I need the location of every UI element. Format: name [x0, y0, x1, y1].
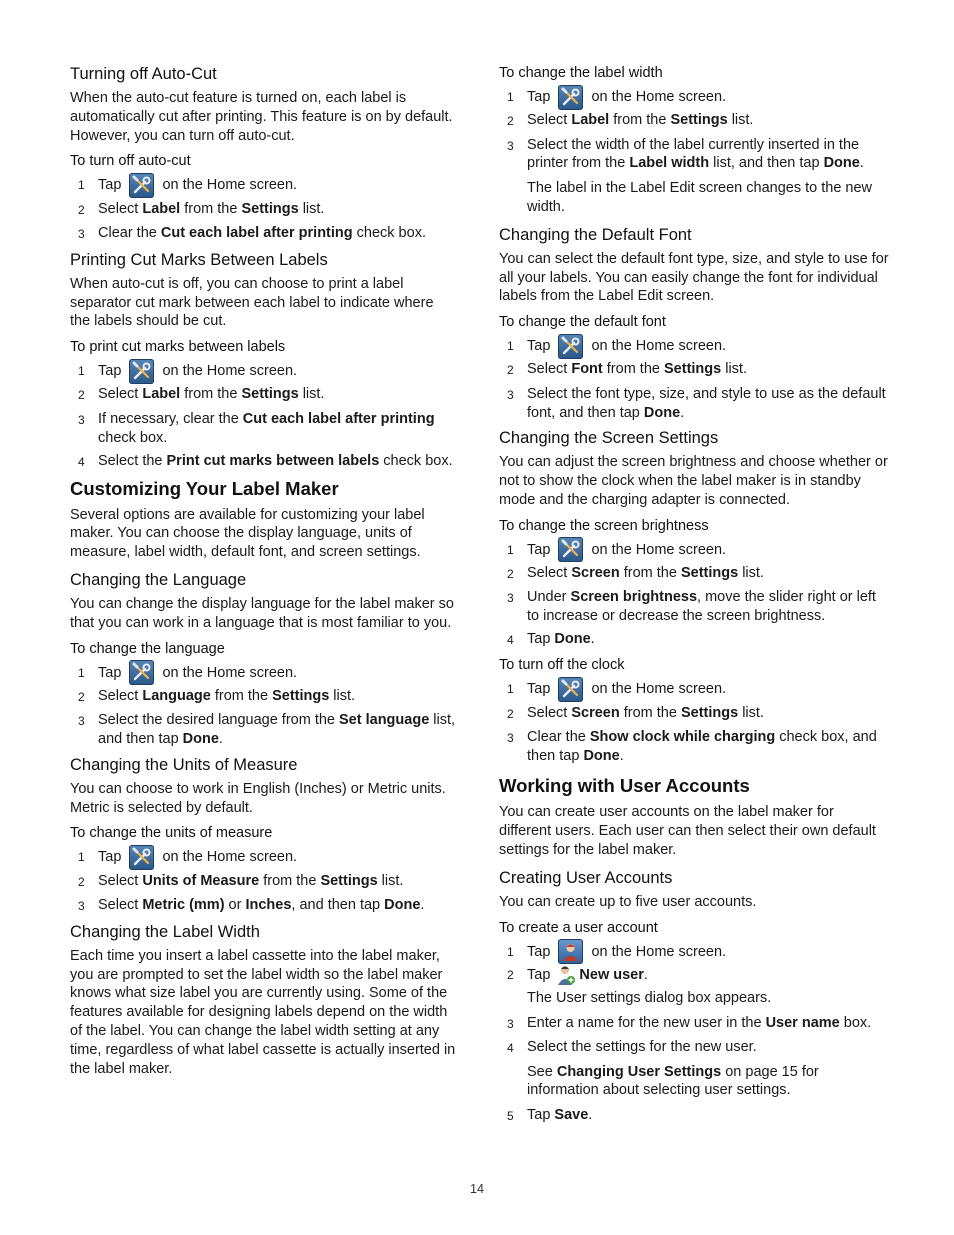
- procedure-title-brightness: To change the screen brightness: [499, 517, 709, 534]
- list-item: 1 Tap on the Home screen.: [70, 664, 456, 683]
- section-heading-screen: Changing the Screen Settings: [499, 429, 719, 448]
- section-heading-creating: Creating User Accounts: [499, 868, 673, 887]
- list-item: 3 Clear the Cut each label after printing check box.: [78, 224, 426, 241]
- list-item: 1 Tap on the Home screen.: [499, 88, 889, 107]
- list-item: 4 Select the settings for the new user.: [507, 1039, 757, 1056]
- settings-tools-icon: [558, 334, 583, 359]
- right-column: [499, 64, 889, 1132]
- settings-tools-icon: [129, 660, 154, 685]
- autocut-description: When the auto-cut feature is turned on, each label is automatically cut after printing. This feature is on by default. However, you can turn off auto-cut.: [70, 90, 453, 144]
- cross-reference-link[interactable]: Changing User Settings: [556, 1063, 722, 1080]
- section-heading-customizing: Customizing Your Label Maker: [70, 477, 339, 499]
- labelwidth-note: The label in the Label Edit screen changes to the new width.: [527, 180, 873, 215]
- procedure-title-font: To change the default font: [499, 314, 666, 331]
- section-heading-autocut: Turning off Auto-Cut: [70, 65, 217, 83]
- font-steps: [499, 337, 889, 422]
- procedure-title-autocut: To turn off auto-cut: [70, 153, 191, 170]
- settings-tools-icon: [558, 537, 583, 562]
- section-heading-language: Changing the Language: [70, 571, 247, 590]
- user-profile-icon: [558, 939, 583, 964]
- list-item: 3 Select the font type, size, and style to use as the default font, and then tap Done.: [507, 385, 886, 421]
- procedure-title-clock: To turn off the clock: [499, 657, 625, 674]
- font-description: You can select the default font type, size, and style to use for all your labels. You can easily change the font for individual labels from the Label Edit screen.: [499, 250, 889, 305]
- section-heading-cutmarks: Printing Cut Marks Between Labels: [70, 250, 328, 269]
- list-item: 1 Tap on the Home screen.: [70, 362, 456, 381]
- list-item: 2 Select Units of Measure from the Settings list.: [78, 872, 404, 889]
- cutmarks-description: When auto-cut is off, you can choose to print a label separator cut mark between each label to indicate where the labels should be cut.: [70, 275, 434, 330]
- autocut-steps: [70, 176, 456, 243]
- list-item: 1 Tap on the Home screen.: [70, 848, 456, 867]
- section-heading-labelwidth: Changing the Label Width: [70, 922, 260, 941]
- procedure-title-language: To change the language: [70, 640, 225, 657]
- procedure-title-labelwidth: To change the label width: [499, 65, 663, 81]
- cutmarks-steps: [70, 362, 456, 471]
- list-item: 3 If necessary, clear the Cut each label after printing check box.: [78, 410, 435, 446]
- new-user-icon: [556, 964, 576, 986]
- list-item: 2 Select Language from the Settings list.: [78, 687, 356, 704]
- new-user-note: The User settings dialog box appears.: [527, 990, 772, 1007]
- section-heading-users: Working with User Accounts: [499, 775, 750, 797]
- section-heading-font: Changing the Default Font: [499, 225, 692, 244]
- list-item: 3 Clear the Show clock while charging check box, and then tap Done.: [507, 728, 877, 764]
- users-description: You can create user accounts on the label maker for different users. Each user can then select their own default settings for the label maker.: [499, 804, 876, 859]
- list-item: 3 Select the desired language from the Set language list, and then tap Done.: [78, 712, 456, 748]
- list-item: 3 Under Screen brightness, move the slider right or left to increase or decrease the screen brightness.: [507, 589, 876, 625]
- list-item: 1 Tap on the Home screen.: [499, 680, 889, 699]
- units-description: You can choose to work in English (Inches) or Metric units. Metric is selected by default.: [70, 780, 446, 816]
- procedure-title-create-user: To create a user account: [499, 919, 658, 936]
- list-item: 4 Select the Print cut marks between labels check box.: [78, 452, 453, 469]
- left-column: [70, 64, 456, 1085]
- labelwidth-description: Each time you insert a label cassette into the label maker, you are prompted to set the label width so the label maker knows what size label you are currently using. Some of the features available for designing labels depend on the width of the label. You can change the label width setting at any time, regardless of what label cassette is actually inserted in the label maker.: [70, 947, 456, 1077]
- language-description: You can change the display language for the label maker so that you can work in a language that is most familiar to you.: [70, 596, 454, 631]
- list-item: 2 Select Label from the Settings list.: [78, 200, 325, 217]
- procedure-title-units: To change the units of measure: [70, 825, 273, 842]
- language-steps: [70, 664, 456, 749]
- settings-tools-icon: [558, 85, 583, 110]
- list-item: 4 Tap Done.: [507, 631, 595, 648]
- units-steps: [70, 848, 456, 915]
- user-settings-reference: See Changing User Settings on page 15 for information about selecting user settings.: [527, 1063, 819, 1099]
- create-user-steps: [499, 943, 889, 1126]
- customizing-description: Several options are available for customizing your label maker. You can choose the display language, units of measure, label width, default font, and screen settings.: [70, 506, 425, 561]
- list-item: 2 Tap New user.: [499, 966, 889, 985]
- settings-tools-icon: [129, 359, 154, 384]
- page-number: 14: [470, 1182, 484, 1196]
- list-item: 3 Select Metric (mm) or Inches, and then tap Done.: [78, 897, 425, 914]
- list-item: 2 Select Screen from the Settings list.: [507, 565, 764, 582]
- settings-tools-icon: [558, 677, 583, 702]
- list-item: 3 Enter a name for the new user in the User name box.: [507, 1015, 872, 1031]
- settings-tools-icon: [129, 173, 154, 198]
- list-item: 2 Select Label from the Settings list.: [78, 386, 325, 403]
- list-item: 2 Select Label from the Settings list.: [507, 112, 754, 129]
- list-item: 1 Tap on the Home screen.: [499, 943, 889, 962]
- clock-steps: [499, 680, 889, 765]
- list-item: 1 Tap on the Home screen.: [499, 541, 889, 560]
- section-heading-units: Changing the Units of Measure: [70, 755, 298, 774]
- list-item: 3 Select the width of the label currently inserted in the printer from the Label width list, and then tap Done.: [507, 136, 864, 172]
- list-item: 5 Tap Save.: [507, 1107, 593, 1124]
- list-item: 1 Tap on the Home screen.: [70, 176, 456, 195]
- brightness-steps: [499, 541, 889, 650]
- list-item: 2 Select Screen from the Settings list.: [507, 704, 764, 721]
- creating-description: You can create up to five user accounts.: [499, 893, 757, 910]
- labelwidth-steps: [499, 88, 889, 173]
- screen-description: You can adjust the screen brightness and choose whether or not to show the clock when the label maker is in standby mode and the charging adapter is connected.: [499, 454, 888, 508]
- list-item: 2 Select Font from the Settings list.: [507, 361, 747, 378]
- list-item: 1 Tap on the Home screen.: [499, 337, 889, 356]
- procedure-title-cutmarks: To print cut marks between labels: [70, 339, 286, 356]
- settings-tools-icon: [129, 845, 154, 870]
